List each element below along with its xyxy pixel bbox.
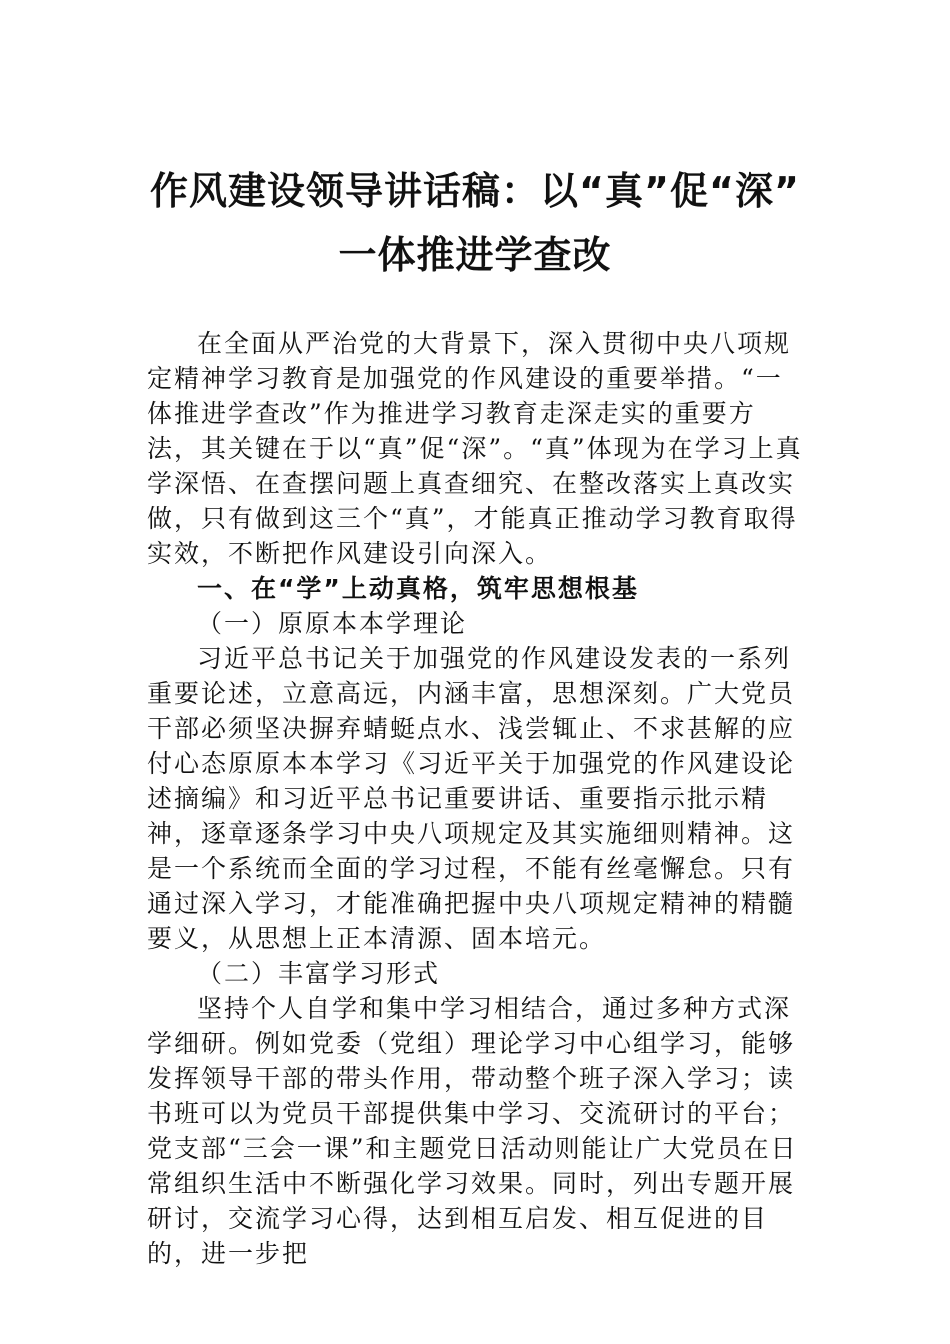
subsection-2-paragraph: 坚持个人自学和集中学习相结合，通过多种方式深学细研。例如党委（党组）理论学习中心组学习，能够发挥领导干部的带头作用，带动整个班子深入学习；读书班可以为党员干部提供集中学习、交流研讨的平台；党支部“三会一课”和主题党日活动则能让广大党员在日常组织生活中不断强化学习效果。同时，列出专题开展研讨，交流学习心得，达到相互启发、相互促进的目的，进一步把 <box>147 994 798 1268</box>
subsection-2-heading: （二）丰富学习形式 <box>197 959 441 988</box>
document-title-line-1: 作风建设领导讲话稿：以“真”促“深” <box>150 169 800 213</box>
document-body <box>147 326 805 1271</box>
section-1-heading: 一、在“学”上动真格，筑牢思想根基 <box>197 574 639 603</box>
subsection-1-paragraph: 习近平总书记关于加强党的作风建设发表的一系列重要论述，立意高远，内涵丰富，思想深刻。广大党员干部必须坚决摒弃蜻蜓点水、浅尝辄止、不求甚解的应付心态原原本本学习《习近平关于加强党的作风建设论述摘编》和习近平总书记重要讲话、重要指示批示精神，逐章逐条学习中央八项规定及其实施细则精神。这是一个系统而全面的学习过程，不能有丝毫懈怠。只有通过深入学习，才能准确把握中央八项规定精神的精髓要义，从思想上正本清源、固本培元。 <box>147 644 796 953</box>
intro-paragraph: 在全面从严治党的大背景下，深入贯彻中央八项规定精神学习教育是加强党的作风建设的重要举措。“一体推进学查改”作为推进学习教育走深走实的重要方法，其关键在于以“真”促“深”。“真”体现为在学习上真学深悟、在查摆问题上真查细究、在整改落实上真改实做，只有做到这三个“真”，才能真正推动学习教育取得实效，不断把作风建设引向深入。 <box>147 329 803 568</box>
subsection-1-heading: （一）原原本本学理论 <box>197 609 468 638</box>
document-title-line-2: 一体推进学查改 <box>338 233 612 277</box>
